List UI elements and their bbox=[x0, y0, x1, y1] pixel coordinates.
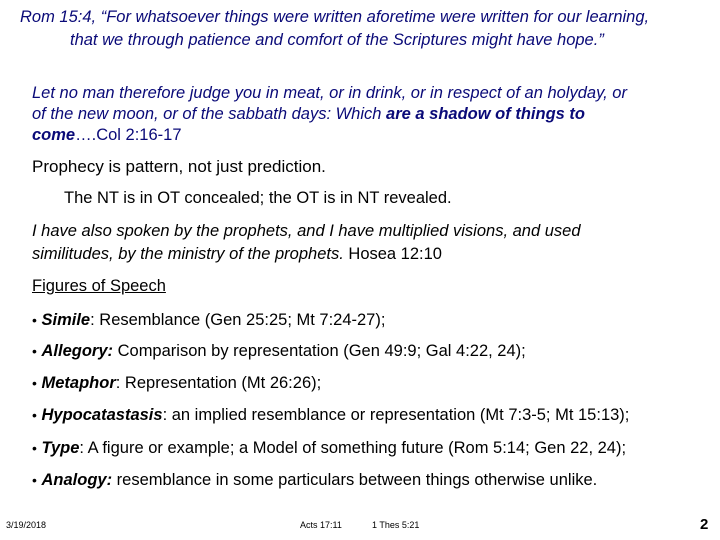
figure-item-type bbox=[32, 437, 626, 459]
footer-date: 3/19/2018 bbox=[6, 520, 47, 530]
figure-term: Metaphor bbox=[41, 374, 116, 392]
figure-term: Simile bbox=[41, 311, 91, 329]
footer-reference-thessalonians: 1 Thes 5:21 bbox=[372, 520, 420, 530]
bullet-icon: • bbox=[32, 472, 37, 488]
figure-term: Allegory: bbox=[41, 342, 114, 360]
colossians-quote-plain: of the new moon, or of the sabbath days: Which bbox=[32, 105, 387, 123]
figure-description: Comparison by representation (Gen 49:9; Gal 4:22, 24); bbox=[113, 342, 526, 360]
colossians-quote-line2 bbox=[32, 103, 585, 125]
hosea-quote-line1: I have also spoken by the prophets, and I have multiplied visions, and used bbox=[32, 222, 581, 240]
bullet-icon: • bbox=[32, 407, 37, 423]
colossians-quote-line1: Let no man therefore judge you in meat, or in drink, or in respect of an holyday, or bbox=[32, 84, 627, 102]
figure-item-metaphor bbox=[32, 372, 321, 394]
figure-separator: : bbox=[90, 311, 95, 329]
bullet-icon: • bbox=[32, 440, 37, 456]
hosea-quote-italic: similitudes, by the ministry of the prophets. bbox=[32, 245, 344, 263]
figure-term: Type bbox=[41, 439, 80, 457]
figures-of-speech-heading: Figures of Speech bbox=[32, 277, 166, 295]
bullet-icon: • bbox=[32, 312, 37, 328]
bullet-icon: • bbox=[32, 343, 37, 359]
hosea-quote-line2 bbox=[32, 243, 442, 265]
colossians-reference: ….Col 2:16-17 bbox=[75, 126, 182, 144]
colossians-quote-emphasis: are a shadow of things to bbox=[386, 105, 585, 123]
colossians-quote-emphasis-end: come bbox=[32, 126, 76, 144]
figure-description: A figure or example; a Model of something future (Rom 5:14; Gen 22, 24); bbox=[84, 439, 627, 457]
figure-item-analogy bbox=[32, 469, 597, 491]
figure-separator: : bbox=[79, 439, 84, 457]
nt-ot-statement: The NT is in OT concealed; the OT is in NT revealed. bbox=[64, 189, 452, 207]
figure-item-simile bbox=[32, 309, 385, 331]
hosea-reference: Hosea 12:10 bbox=[343, 245, 442, 263]
figure-separator: : bbox=[162, 406, 168, 424]
figure-description: resemblance in some particulars between things otherwise unlike. bbox=[112, 471, 598, 489]
romans-quote-line1: Rom 15:4, “For whatsoever things were written aforetime were written for our learning, bbox=[20, 8, 650, 26]
figure-item-allegory bbox=[32, 340, 526, 362]
figure-description: an implied resemblance or representation (Mt 7:3-5; Mt 15:13); bbox=[167, 406, 630, 424]
figure-description: Representation (Mt 26:26); bbox=[120, 374, 322, 392]
figure-separator: : bbox=[115, 374, 121, 392]
prophecy-statement: Prophecy is pattern, not just prediction. bbox=[32, 157, 326, 176]
page-number: 2 bbox=[700, 516, 709, 533]
figure-term: Analogy: bbox=[41, 471, 113, 489]
figure-description: Resemblance (Gen 25:25; Mt 7:24-27); bbox=[94, 311, 386, 329]
colossians-quote-line3 bbox=[32, 124, 182, 146]
romans-quote-line2: that we through patience and comfort of the Scriptures might have hope.” bbox=[70, 31, 604, 49]
figure-item-hypocatastasis bbox=[32, 404, 629, 426]
figure-term: Hypocatastasis bbox=[41, 406, 163, 424]
bullet-icon: • bbox=[32, 375, 37, 391]
footer-reference-acts: Acts 17:11 bbox=[300, 520, 342, 530]
